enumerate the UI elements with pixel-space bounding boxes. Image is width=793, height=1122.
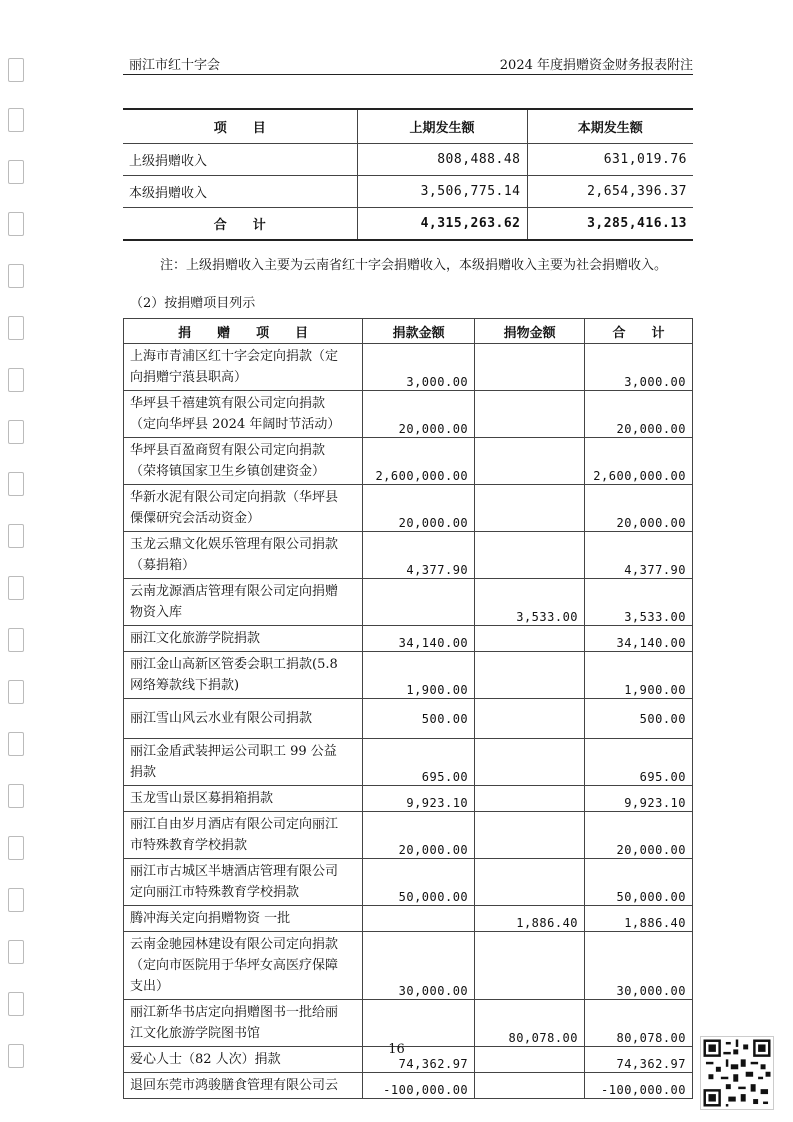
table-row bbox=[124, 485, 693, 532]
project-name bbox=[124, 485, 363, 532]
binding-hole bbox=[8, 420, 24, 444]
project-name bbox=[124, 1000, 363, 1047]
cash-amount: 34,140.00 bbox=[363, 626, 475, 652]
project-name-line: 支出） bbox=[130, 979, 170, 994]
total-amount: 1,886.40 bbox=[585, 906, 693, 932]
goods-amount bbox=[475, 739, 585, 786]
curr-amount: 631,019.76 bbox=[527, 144, 693, 176]
total-prev: 4,315,263.62 bbox=[357, 208, 527, 241]
binding-hole bbox=[8, 108, 24, 132]
project-name-line: 云南龙源酒店管理有限公司定向捐赠 bbox=[130, 584, 339, 599]
col-header-cash: 捐款金额 bbox=[363, 319, 475, 344]
table-row bbox=[123, 176, 693, 208]
col-header-total: 合 计 bbox=[585, 319, 693, 344]
project-name-line: 华坪县百盈商贸有限公司定向捐款 bbox=[130, 443, 326, 458]
cash-amount: 1,900.00 bbox=[363, 652, 475, 699]
cash-amount: 500.00 bbox=[363, 699, 475, 739]
binding-hole bbox=[8, 58, 24, 82]
cash-amount bbox=[363, 1000, 475, 1047]
project-name-line: 玉龙云鼎文化娱乐管理有限公司捐款 bbox=[130, 537, 339, 552]
project-name bbox=[124, 626, 363, 652]
cash-amount: -100,000.00 bbox=[363, 1073, 475, 1099]
table-row bbox=[124, 652, 693, 699]
binding-hole bbox=[8, 628, 24, 652]
binding-hole bbox=[8, 368, 24, 392]
project-name bbox=[124, 859, 363, 906]
project-name-line: 丽江市古城区半塘酒店管理有限公司 bbox=[130, 864, 339, 879]
binding-hole bbox=[8, 576, 24, 600]
total-amount: 500.00 bbox=[585, 699, 693, 739]
project-name-line: 玉龙雪山景区募捐箱捐款 bbox=[130, 791, 274, 806]
qr-code bbox=[700, 1036, 774, 1110]
binding-hole bbox=[8, 940, 24, 964]
table-row bbox=[124, 344, 693, 391]
table-row bbox=[123, 144, 693, 176]
table-row bbox=[124, 626, 693, 652]
table-row bbox=[124, 739, 693, 786]
page-header bbox=[123, 52, 693, 75]
project-name bbox=[124, 739, 363, 786]
project-name-line: 向捐赠宁蒗县职高） bbox=[130, 370, 248, 385]
project-name bbox=[124, 579, 363, 626]
table-note: 注：上级捐赠收入主要为云南省红十字会捐赠收入，本级捐赠收入主要为社会捐赠收入。 bbox=[160, 258, 668, 273]
goods-amount bbox=[475, 859, 585, 906]
table-row bbox=[124, 1000, 693, 1047]
goods-amount bbox=[475, 344, 585, 391]
cash-amount: 2,600,000.00 bbox=[363, 438, 475, 485]
project-name-line: 江文化旅游学院图书馆 bbox=[130, 1026, 261, 1041]
project-name bbox=[124, 812, 363, 859]
table-row bbox=[124, 699, 693, 739]
table-row bbox=[124, 532, 693, 579]
binding-hole bbox=[8, 784, 24, 808]
table-row bbox=[124, 579, 693, 626]
project-name-line: 爱心人士（82 人次）捐款 bbox=[130, 1052, 281, 1067]
binding-hole bbox=[8, 160, 24, 184]
total-label: 合 计 bbox=[123, 208, 357, 241]
goods-amount bbox=[475, 812, 585, 859]
project-name-line: 定向丽江市特殊教育学校捐款 bbox=[130, 885, 300, 900]
total-amount: -100,000.00 bbox=[585, 1073, 693, 1099]
curr-amount: 2,654,396.37 bbox=[527, 176, 693, 208]
cash-amount: 30,000.00 bbox=[363, 932, 475, 1000]
header-title: 2024 年度捐赠资金财务报表附注 bbox=[499, 58, 693, 73]
project-name-line: 华新水泥有限公司定向捐款（华坪县 bbox=[130, 490, 339, 505]
project-name-line: 网络筹款线下捐款) bbox=[130, 678, 240, 693]
table-row bbox=[124, 906, 693, 932]
total-row bbox=[123, 208, 693, 241]
page-number: 16 bbox=[388, 1042, 405, 1057]
row-label: 本级捐赠收入 bbox=[123, 176, 357, 208]
project-name bbox=[124, 786, 363, 812]
total-amount: 30,000.00 bbox=[585, 932, 693, 1000]
binding-hole bbox=[8, 524, 24, 548]
project-name-line: 云南金驰园林建设有限公司定向捐款 bbox=[130, 937, 339, 952]
goods-amount bbox=[475, 626, 585, 652]
project-name-line: 傈僳研究会活动资金） bbox=[130, 511, 261, 526]
table-row bbox=[124, 812, 693, 859]
project-name-line: （募捐箱） bbox=[130, 558, 196, 573]
cash-amount: 74,362.97 bbox=[363, 1047, 475, 1073]
total-amount: 4,377.90 bbox=[585, 532, 693, 579]
binding-hole bbox=[8, 316, 24, 340]
binding-hole bbox=[8, 836, 24, 860]
table-row bbox=[124, 786, 693, 812]
cash-amount bbox=[363, 579, 475, 626]
total-amount: 20,000.00 bbox=[585, 812, 693, 859]
project-name bbox=[124, 699, 363, 739]
goods-amount bbox=[475, 391, 585, 438]
section-subtitle: （2）按捐赠项目列示 bbox=[130, 296, 256, 311]
goods-amount bbox=[475, 699, 585, 739]
binding-hole bbox=[8, 732, 24, 756]
total-amount: 3,000.00 bbox=[585, 344, 693, 391]
header-org: 丽江市红十字会 bbox=[129, 58, 221, 73]
total-amount: 34,140.00 bbox=[585, 626, 693, 652]
project-name bbox=[124, 906, 363, 932]
project-name-line: 丽江雪山风云水业有限公司捐款 bbox=[130, 711, 313, 726]
income-summary-table bbox=[123, 108, 693, 241]
binding-hole bbox=[8, 212, 24, 236]
row-label: 上级捐赠收入 bbox=[123, 144, 357, 176]
col-header-project: 捐 赠 项 目 bbox=[124, 319, 363, 344]
col-header-goods: 捐物金额 bbox=[475, 319, 585, 344]
cash-amount: 50,000.00 bbox=[363, 859, 475, 906]
goods-amount: 80,078.00 bbox=[475, 1000, 585, 1047]
goods-amount bbox=[475, 1073, 585, 1099]
project-name bbox=[124, 932, 363, 1000]
project-name bbox=[124, 344, 363, 391]
project-name bbox=[124, 391, 363, 438]
binding-hole bbox=[8, 264, 24, 288]
project-name-line: （定向市医院用于华坪女高医疗保障 bbox=[130, 958, 339, 973]
prev-amount: 3,506,775.14 bbox=[357, 176, 527, 208]
goods-amount bbox=[475, 652, 585, 699]
project-name-line: 华坪县千禧建筑有限公司定向捐款 bbox=[130, 396, 326, 411]
project-name-line: 物资入库 bbox=[130, 605, 183, 620]
cash-amount: 3,000.00 bbox=[363, 344, 475, 391]
total-amount: 9,923.10 bbox=[585, 786, 693, 812]
project-name-line: 退回东莞市鸿骏膳食管理有限公司云 bbox=[130, 1078, 339, 1093]
total-amount: 50,000.00 bbox=[585, 859, 693, 906]
total-amount: 3,533.00 bbox=[585, 579, 693, 626]
project-name-line: （荣将镇国家卫生乡镇创建资金） bbox=[130, 464, 326, 479]
goods-amount bbox=[475, 438, 585, 485]
cash-amount: 4,377.90 bbox=[363, 532, 475, 579]
total-amount: 1,900.00 bbox=[585, 652, 693, 699]
project-name bbox=[124, 532, 363, 579]
table-row bbox=[124, 438, 693, 485]
total-amount: 695.00 bbox=[585, 739, 693, 786]
project-name-line: 丽江金山高新区管委会职工捐款(5.8 bbox=[130, 657, 338, 672]
project-name-line: 市特殊教育学校捐款 bbox=[130, 838, 248, 853]
goods-amount bbox=[475, 786, 585, 812]
project-name-line: （定向华坪县 2024 年阔时节活动） bbox=[130, 417, 341, 432]
cash-amount: 20,000.00 bbox=[363, 485, 475, 532]
table-header-row bbox=[124, 319, 693, 344]
cash-amount: 695.00 bbox=[363, 739, 475, 786]
project-name-line: 上海市青浦区红十字会定向捐款（定 bbox=[130, 349, 339, 364]
goods-amount: 1,886.40 bbox=[475, 906, 585, 932]
project-name-line: 腾冲海关定向捐赠物资 一批 bbox=[130, 911, 291, 926]
project-name bbox=[124, 1073, 363, 1099]
cash-amount: 20,000.00 bbox=[363, 812, 475, 859]
goods-amount bbox=[475, 932, 585, 1000]
cash-amount: 20,000.00 bbox=[363, 391, 475, 438]
table-row bbox=[124, 1073, 693, 1099]
col-header-item: 项 目 bbox=[123, 109, 357, 144]
binding-hole bbox=[8, 680, 24, 704]
goods-amount: 3,533.00 bbox=[475, 579, 585, 626]
project-name-line: 捐款 bbox=[130, 765, 157, 780]
project-name-line: 丽江金盾武装押运公司职工 99 公益 bbox=[130, 744, 337, 759]
binding-hole bbox=[8, 472, 24, 496]
col-header-prev: 上期发生额 bbox=[357, 109, 527, 144]
goods-amount bbox=[475, 532, 585, 579]
table-row bbox=[124, 859, 693, 906]
cash-amount: 9,923.10 bbox=[363, 786, 475, 812]
project-name-line: 丽江新华书店定向捐赠图书一批给丽 bbox=[130, 1005, 339, 1020]
goods-amount bbox=[475, 485, 585, 532]
donation-items-table bbox=[123, 318, 693, 1099]
total-curr: 3,285,416.13 bbox=[527, 208, 693, 241]
project-name-line: 丽江文化旅游学院捐款 bbox=[130, 631, 261, 646]
total-amount: 20,000.00 bbox=[585, 391, 693, 438]
cash-amount bbox=[363, 906, 475, 932]
project-name-line: 丽江自由岁月酒店有限公司定向丽江 bbox=[130, 817, 339, 832]
total-amount: 80,078.00 bbox=[585, 1000, 693, 1047]
table-row bbox=[124, 932, 693, 1000]
table-row bbox=[124, 391, 693, 438]
table-header-row bbox=[123, 109, 693, 144]
col-header-curr: 本期发生额 bbox=[527, 109, 693, 144]
total-amount: 20,000.00 bbox=[585, 485, 693, 532]
binding-hole bbox=[8, 888, 24, 912]
total-amount: 74,362.97 bbox=[585, 1047, 693, 1073]
binding-hole bbox=[8, 992, 24, 1016]
prev-amount: 808,488.48 bbox=[357, 144, 527, 176]
project-name bbox=[124, 652, 363, 699]
project-name bbox=[124, 438, 363, 485]
total-amount: 2,600,000.00 bbox=[585, 438, 693, 485]
